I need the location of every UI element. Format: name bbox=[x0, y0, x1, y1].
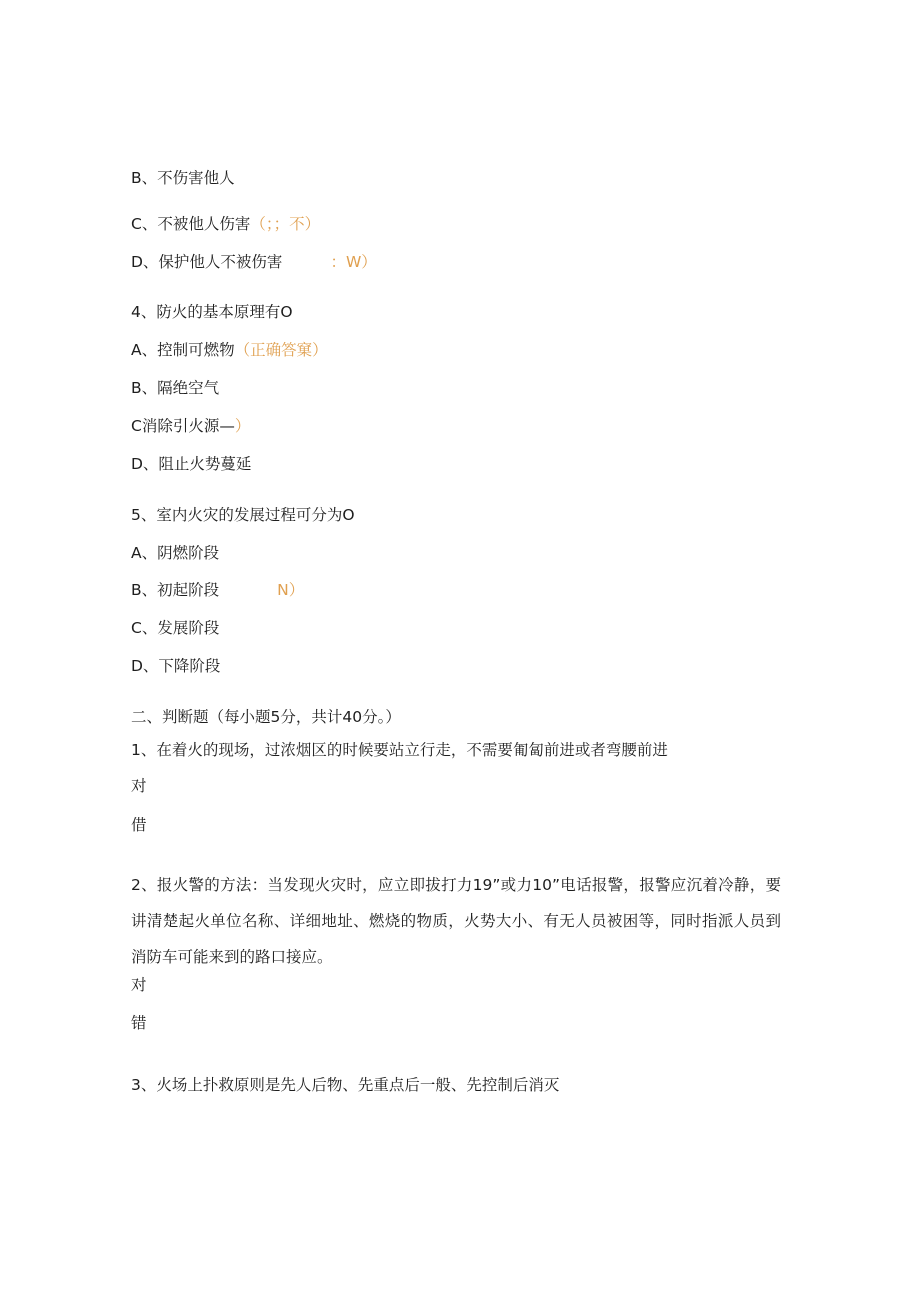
option-q4-c bbox=[131, 416, 250, 436]
option-q5-a: A、阴燃阶段 bbox=[131, 544, 220, 562]
section-heading: 二、判断题（每小题5分，共计40分。） bbox=[131, 708, 401, 726]
answer-mark: （；；不） bbox=[250, 215, 321, 233]
tf-q1-option-false: 借 bbox=[131, 816, 147, 834]
answer-mark: （正确答窠） bbox=[234, 341, 328, 359]
option-q5-b bbox=[131, 580, 304, 600]
tf-question-3: 3、火场上扑救原则是先人后物、先重点后一般、先控制后消灭 bbox=[131, 1076, 560, 1094]
tf-question-1: 1、在着火的现场，过浓烟区的时候要站立行走，不需要匍匐前进或者弯腰前进 bbox=[131, 741, 668, 759]
option-q3-c bbox=[131, 214, 320, 234]
question-5-title: 5、室内火灾的发展过程可分为O bbox=[131, 506, 355, 524]
option-text: A、控制可燃物 bbox=[131, 341, 235, 359]
option-q3-b bbox=[131, 168, 235, 188]
option-text: C、不被他人伤害 bbox=[131, 215, 251, 233]
option-text: D、保护他人不被伤害 bbox=[131, 253, 283, 271]
answer-mark: N） bbox=[277, 581, 305, 599]
option-q5-c: C、发展阶段 bbox=[131, 619, 220, 637]
option-q3-d bbox=[131, 252, 377, 272]
tf-q2-option-false: 错 bbox=[131, 1014, 147, 1032]
tf-q1-option-true: 对 bbox=[131, 777, 147, 795]
option-text: B、初起阶段 bbox=[131, 581, 220, 599]
option-q4-b: B、隔绝空气 bbox=[131, 379, 220, 397]
question-4-title: 4、防火的基本原理有O bbox=[131, 303, 293, 321]
option-q4-d: D、阻止火势蔓延 bbox=[131, 455, 252, 473]
tf-question-2: 2、报火警的方法：当发现火灾时，应立即拔打力19”或力10”电话报警，报警应沉着冷静，要讲清楚起火单位名称、详细地址、燃烧的物质，火势大小、有无人员被困等，同时指派人员到消防车可能来到的路口接应。 bbox=[131, 876, 781, 966]
answer-mark: ） bbox=[234, 417, 251, 435]
answer-mark: ：W） bbox=[330, 253, 377, 271]
tf-q2-option-true: 对 bbox=[131, 976, 147, 994]
option-text: C消除引火源— bbox=[131, 417, 235, 435]
option-q4-a bbox=[131, 340, 328, 360]
option-q5-d: D、下降阶段 bbox=[131, 657, 221, 675]
option-text: B、不伤害他人 bbox=[131, 169, 235, 187]
